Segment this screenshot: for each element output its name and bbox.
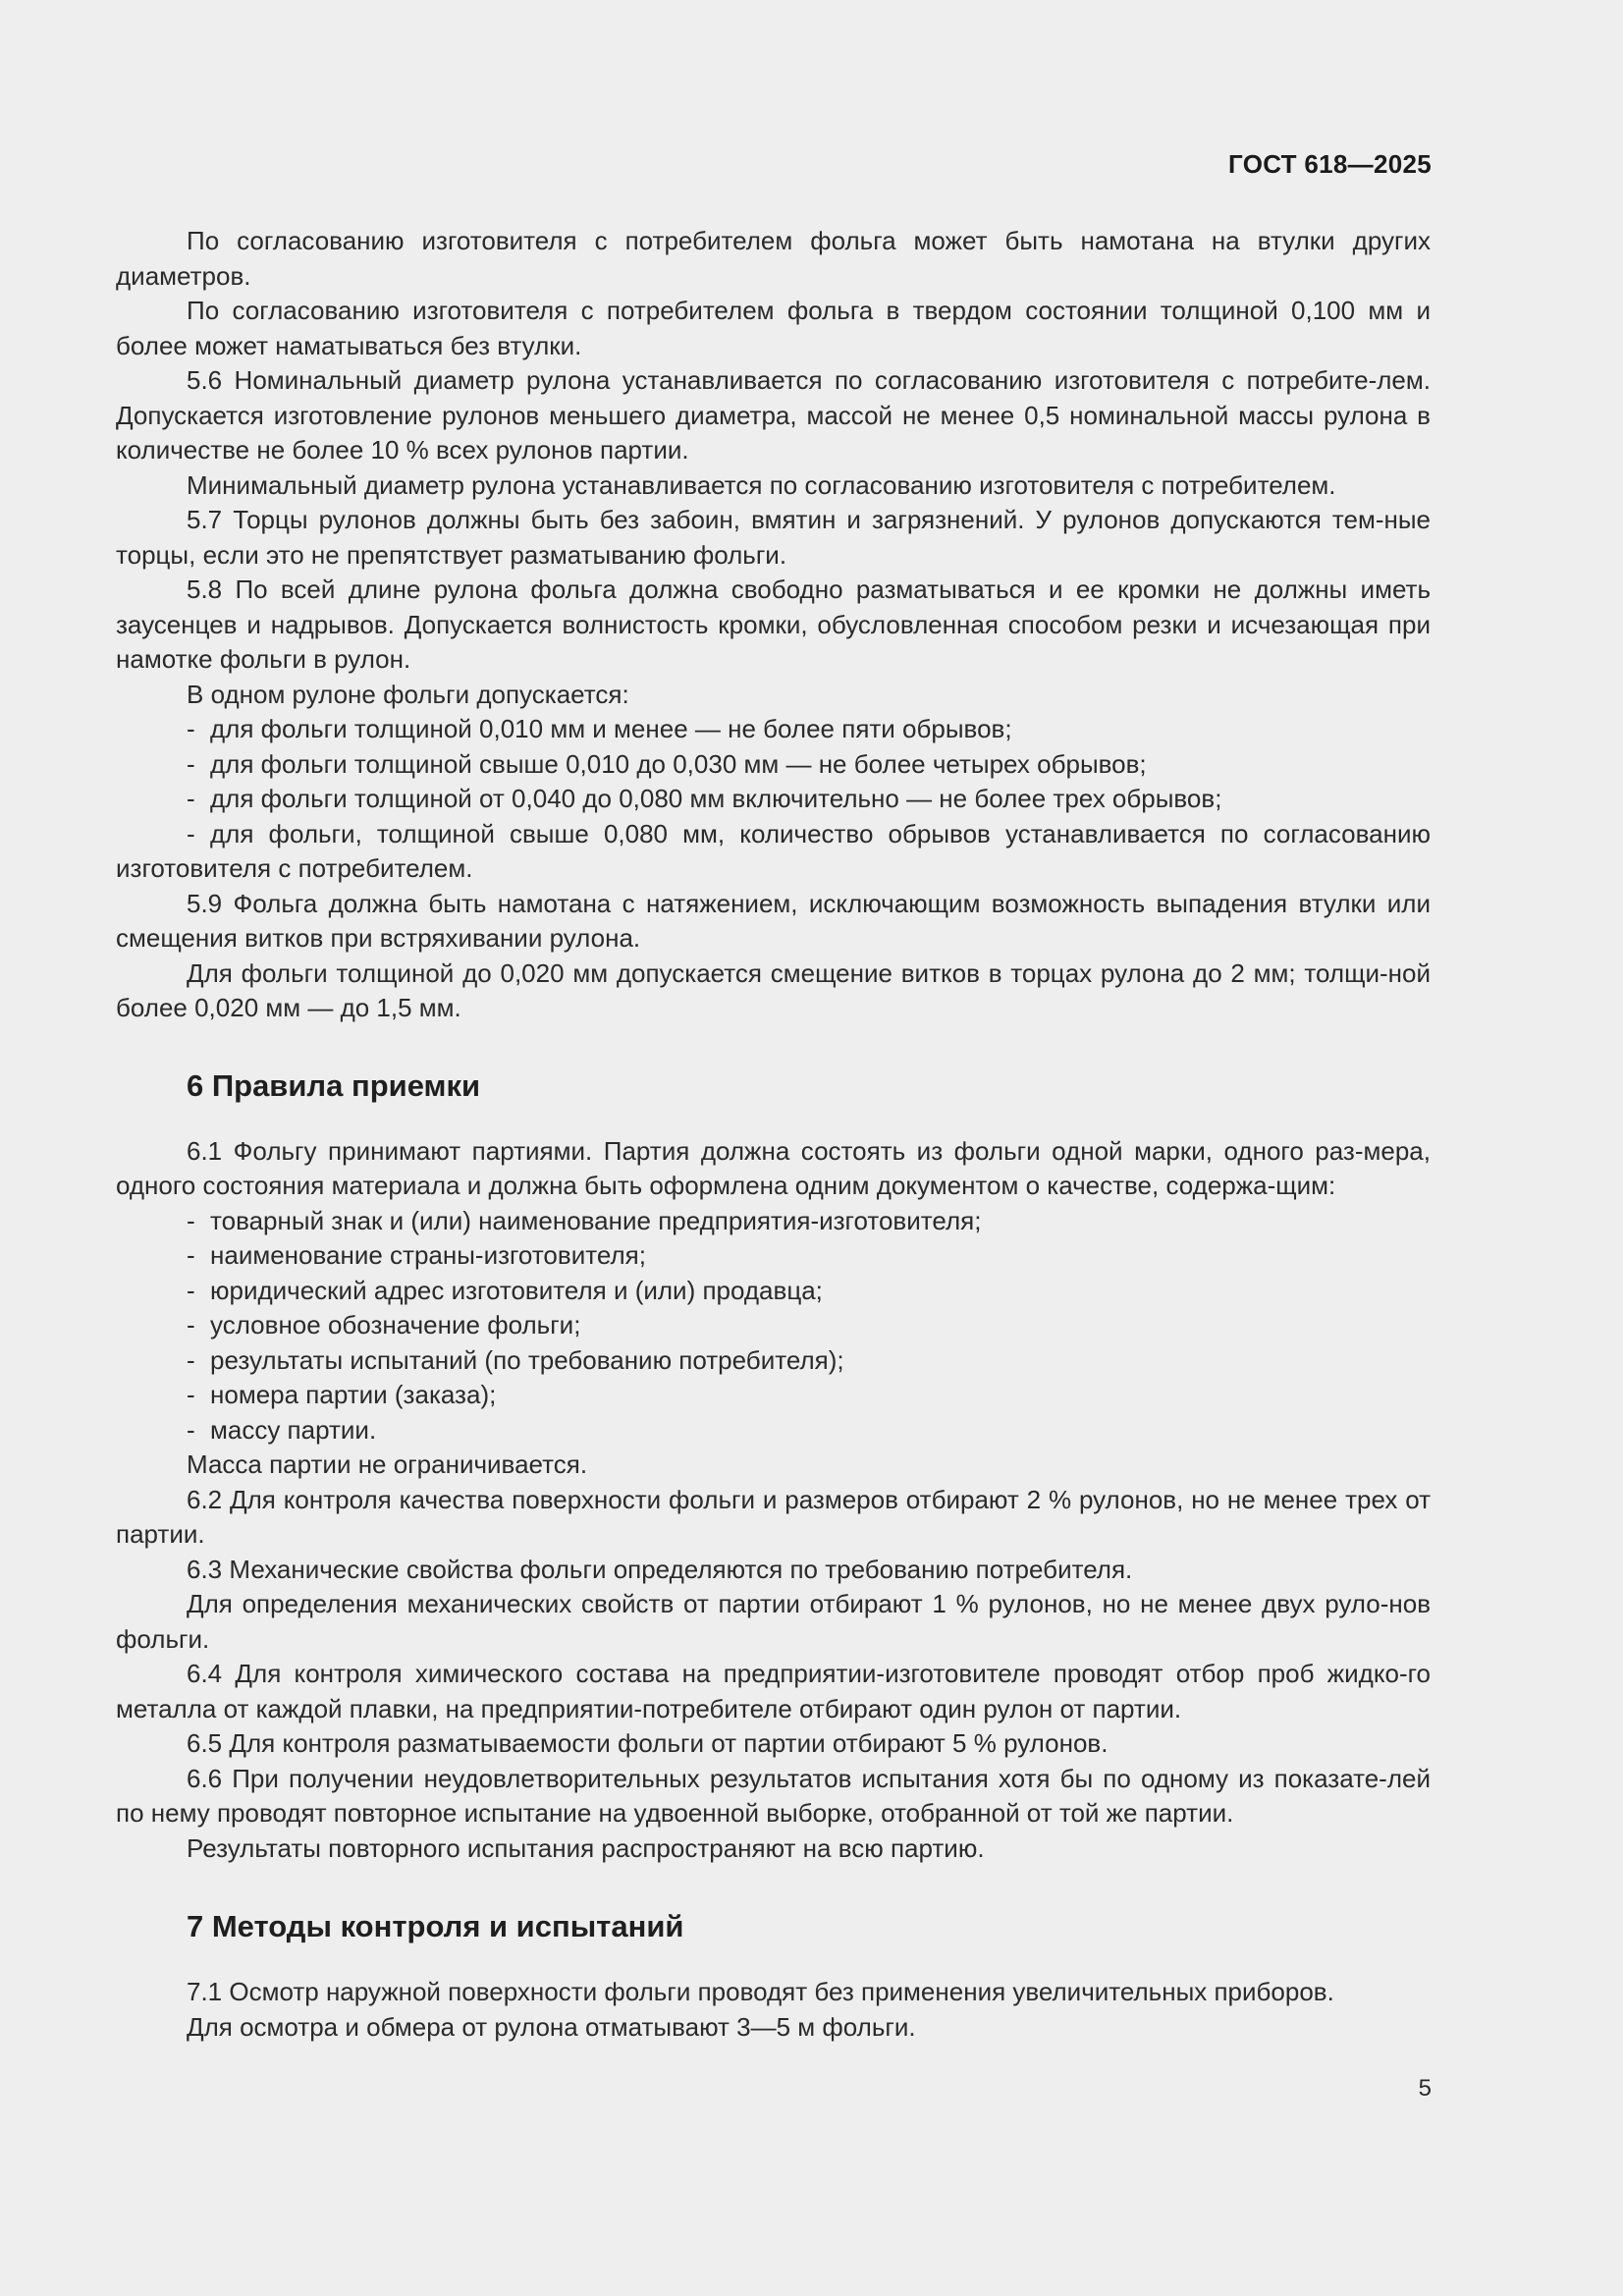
list-item-text: номера партии (заказа); (210, 1380, 497, 1409)
list-item (116, 747, 1431, 783)
paragraph: Для фольги толщиной до 0,020 мм допускается смещение витков в торцах рулона до 2 мм; толщи-ной более 0,020 мм — до 1,5 мм. (116, 957, 1431, 1022)
paragraph: По согласованию изготовителя с потребителем фольга может быть намотана на втулки других диаметров. (116, 226, 1431, 291)
dash-bullet: - (187, 1310, 195, 1339)
paragraph: 6.4 Для контроля химического состава на предприятии-изготовителе проводят отбор проб жидко-го металла от каждой плавки, на предприятии-потребителе отбирают один рулон от партии. (116, 1659, 1431, 1723)
list-item (116, 1308, 1431, 1343)
section-heading: 7 Методы контроля и испытаний (187, 1909, 684, 1943)
list-item-text: условное обозначение фольги; (210, 1310, 581, 1339)
paragraph: 7.1 Осмотр наружной поверхности фольги проводят без применения увеличительных приборов. (187, 1977, 1334, 2006)
list-item (116, 782, 1431, 817)
dash-bullet: - (187, 1414, 195, 1445)
paragraph: 5.9 Фольга должна быть намотана с натяжением, исключающим возможность выпадения втулки или смещения витков при встряхивании рулона. (116, 888, 1431, 953)
list-item-text: для фольги толщиной от 0,040 до 0,080 мм включительно — не более трех обрывов; (210, 784, 1222, 813)
dash-bullet: - (187, 1275, 195, 1305)
list-item-text: товарный знак и (или) наименование предприятия-изготовителя; (210, 1205, 982, 1235)
paragraph: Для осмотра и обмера от рулона отматывают 3—5 м фольги. (187, 2011, 916, 2042)
list-item (116, 1204, 1431, 1239)
paragraph: 6.6 При получении неудовлетворительных результатов испытания хотя бы по одному из показате-лей по нему проводят повторное испытание на удвоенной выборке, отобранной от той же партии. (116, 1763, 1431, 1828)
list-item (116, 1343, 1431, 1379)
dash-bullet: - (187, 1380, 195, 1409)
list-item-text: юридический адрес изготовителя и (или) продавца; (210, 1275, 823, 1305)
list-item-text: результаты испытаний (по требованию потребителя); (210, 1344, 844, 1375)
paragraph: 5.8 По всей длине рулона фольга должна свободно разматываться и ее кромки не должны иметь заусенцев и надрывов. Допускается волнистость кромки, обусловленная способом резки и исчезающая при намотке фольги в рулон. (116, 574, 1431, 674)
paragraph: Результаты повторного испытания распространяют на всю партию. (187, 1832, 985, 1863)
list-item-text: для фольги, толщиной свыше 0,080 мм, количество обрывов устанавливается по согласованию изготовителя с потребителем. (116, 818, 1431, 883)
section-heading: 6 Правила приемки (187, 1067, 481, 1103)
list-item (116, 1238, 1431, 1274)
document-header: ГОСТ 618—2025 (1228, 149, 1432, 179)
list-item-text: для фольги толщиной 0,010 мм и менее — не более пяти обрывов; (210, 714, 1012, 743)
list-item (116, 1378, 1431, 1413)
paragraph: 5.7 Торцы рулонов должны быть без забоин, вмятин и загрязнений. У рулонов допускаются тем-ные торцы, если это не препятствует разматыванию фольги. (116, 505, 1431, 570)
paragraph: 5.6 Номинальный диаметр рулона устанавливается по согласованию изготовителя с потребите-лем. Допускается изготовление рулонов меньшего диаметра, массой не менее 0,5 номинальной массы рулона в количестве не более 10 % всех рулонов партии. (116, 365, 1431, 465)
dash-bullet: - (187, 748, 195, 779)
dash-bullet: - (187, 818, 195, 848)
paragraph: По согласованию изготовителя с потребителем фольга в твердом состоянии толщиной 0,100 мм и более может наматываться без втулки. (116, 296, 1431, 360)
list-item (116, 712, 1431, 747)
paragraph: Минимальный диаметр рулона устанавливается по согласованию изготовителя с потребителем. (187, 469, 1336, 500)
dash-bullet: - (187, 1344, 195, 1375)
dash-bullet: - (187, 1205, 195, 1235)
dash-bullet: - (187, 1240, 195, 1270)
paragraph: 6.2 Для контроля качества поверхности фольги и размеров отбирают 2 % рулонов, но не менее трех от партии. (116, 1484, 1431, 1549)
list-item (116, 1274, 1431, 1309)
paragraph: Для определения механических свойств от партии отбирают 1 % рулонов, но не менее двух руло-нов фольги. (116, 1589, 1431, 1654)
dash-bullet: - (187, 784, 195, 813)
paragraph: В одном рулоне фольги допускается: (187, 679, 629, 709)
document-body (116, 224, 1431, 2045)
list-item (116, 1413, 1431, 1449)
paragraph: 6.5 Для контроля разматываемости фольги от партии отбирают 5 % рулонов. (187, 1728, 1109, 1758)
list-item-text: для фольги толщиной свыше 0,010 до 0,030 мм — не более четырех обрывов; (210, 748, 1147, 779)
list-item (116, 817, 1431, 887)
dash-bullet: - (187, 714, 195, 743)
paragraph: 6.1 Фольгу принимают партиями. Партия должна состоять из фольги одной марки, одного раз-мера, одного состояния материала и должна быть оформлена одним документом о качестве, содержа-щим: (116, 1135, 1431, 1200)
paragraph: Масса партии не ограничивается. (187, 1449, 588, 1479)
list-item-text: массу партии. (210, 1414, 377, 1445)
list-item-text: наименование страны-изготовителя; (210, 1240, 646, 1270)
page-number: 5 (1418, 2075, 1432, 2102)
paragraph: 6.3 Механические свойства фольги определяются по требованию потребителя. (187, 1554, 1133, 1584)
